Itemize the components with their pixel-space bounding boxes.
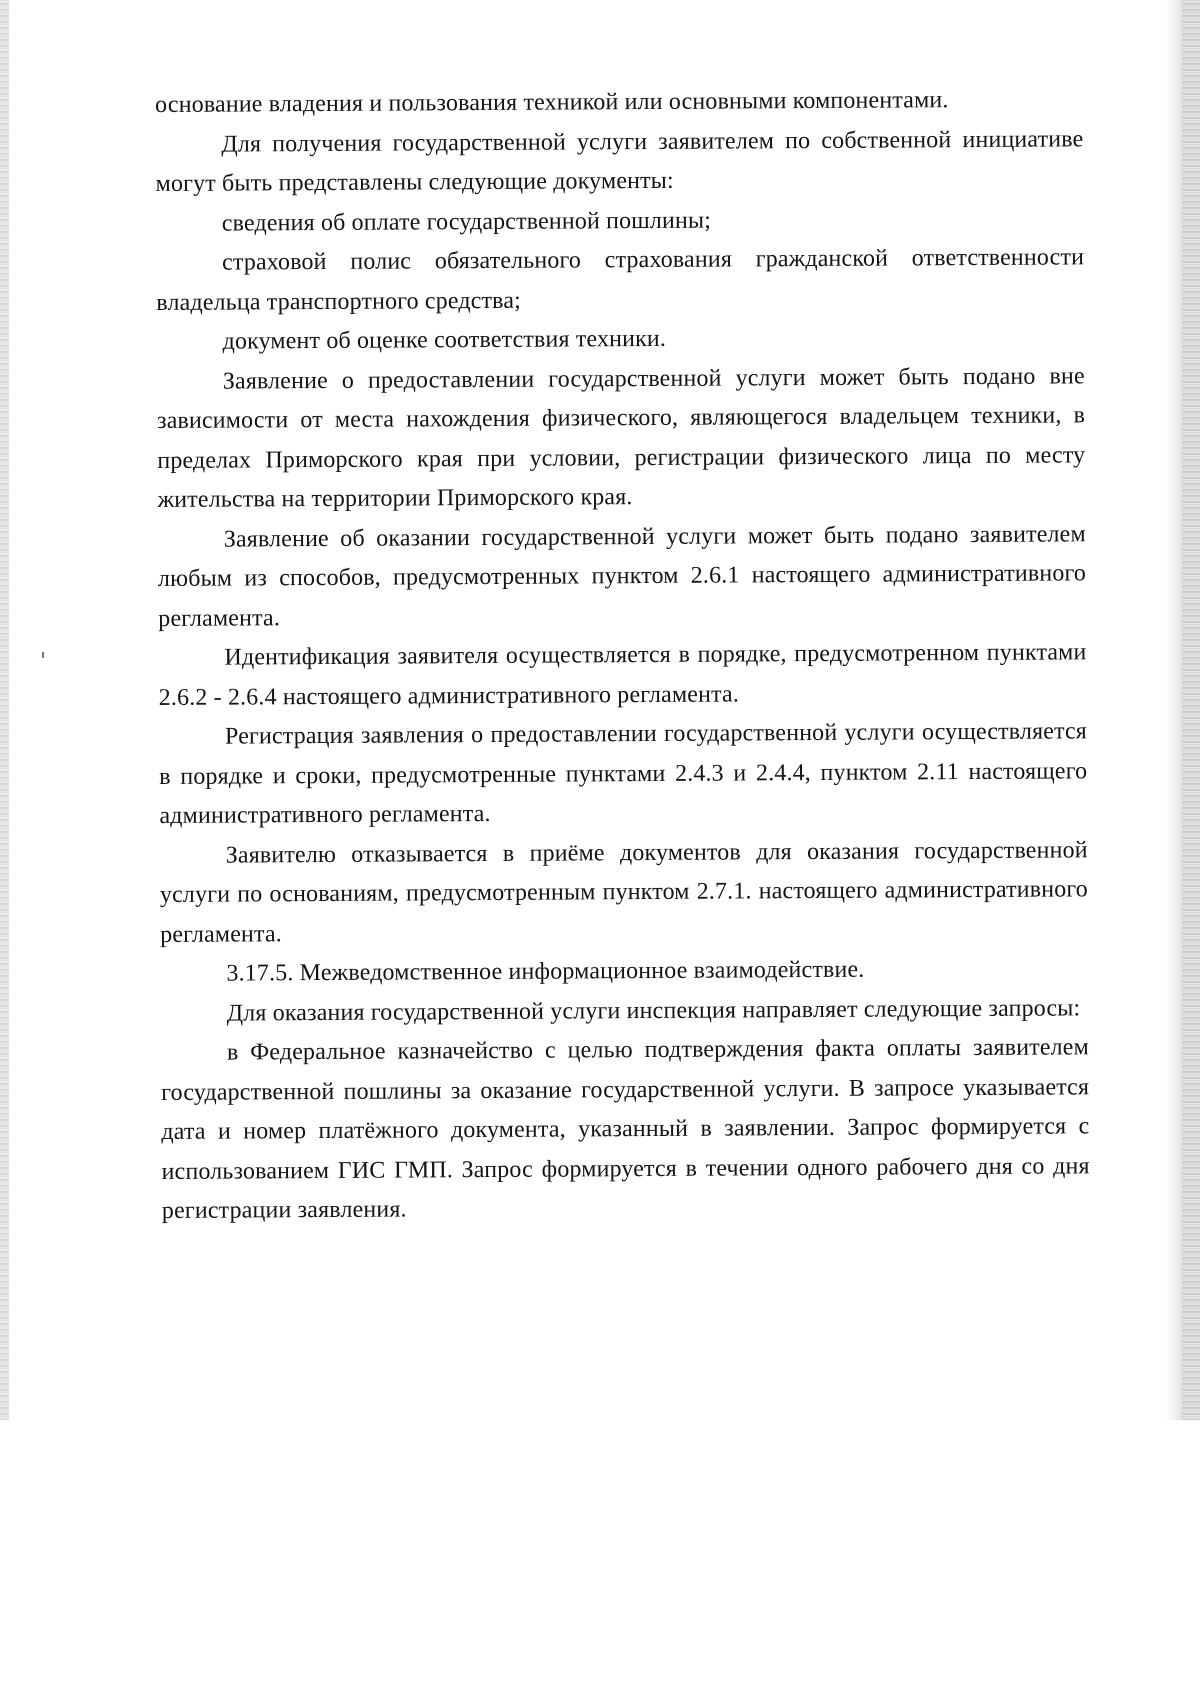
paragraph-applicant-identification: Идентификация заявителя осуществляется в порядке, предусмотренном пунктами 2.6.2 - 2.6.4 настоящего административного регламента.	[158, 639, 1087, 711]
scan-edge-right	[1182, 0, 1200, 1420]
paragraph-application-submission-place: Заявление о предоставлении государственной услуги может быть подано вне зависимости от места нахождения физического, являющегося владельцем техники, в пределах Приморского края при условии, регистрации физического лица по месту жительства на территории Приморского края.	[156, 362, 1086, 513]
list-item-insurance-policy: страховой полис обязательного страхования гражданской ответственности владельца транспортного средства;	[156, 244, 1085, 316]
scan-edge-left	[0, 0, 9, 1420]
paragraph-requests-intro: Для оказания государственной услуги инспекция направляет следующие запросы:	[226, 994, 1081, 1027]
scan-shadow-right	[1166, 0, 1182, 1420]
scan-speck	[42, 652, 44, 658]
paragraph-optional-documents-intro: Для получения государственной услуги заявителем по собственной инициативе могут быть представлены следующие документы:	[155, 125, 1084, 197]
paragraph-application-methods: Заявление об оказании государственной услуги может быть подано заявителем любым из способов, предусмотренных пунктом 2.6.1 настоящего административного регламента.	[157, 520, 1087, 632]
document-page	[155, 80, 1090, 1231]
list-item-fee-payment: сведения об оплате государственной пошлины;	[221, 207, 712, 237]
paragraph-treasury-request: в Федеральное казначейство с целью подтверждения факта оплаты заявителем государственной пошлины за оказание государственной услуги. В запросе указывается дата и номер платёжного документа, указанный в заявлении. Запрос формируется с использованием ГИС ГМП. Запрос формируется в течении одного рабочего дня со дня регистрации заявления.	[161, 1034, 1090, 1224]
list-item-conformity-document: документ об оценке соответствия техники.	[222, 325, 667, 355]
paragraph-application-registration: Регистрация заявления о предоставлении государственной услуги осуществляется в порядке и сроки, предусмотренные пунктами 2.4.3 и 2.4.4, пунктом 2.11 настоящего административного регламента.	[159, 718, 1088, 829]
section-heading-interagency: 3.17.5. Межведомственное информационное взаимодействие.	[226, 956, 865, 987]
paragraph-continuation: основание владения и пользования техникой или основными компонентами.	[155, 87, 949, 118]
paragraph-refusal-grounds: Заявителю отказывается в приёме документов для оказания государственной услуги по основаниям, предусмотренным пунктом 2.7.1. настоящего административного регламента.	[159, 836, 1089, 948]
